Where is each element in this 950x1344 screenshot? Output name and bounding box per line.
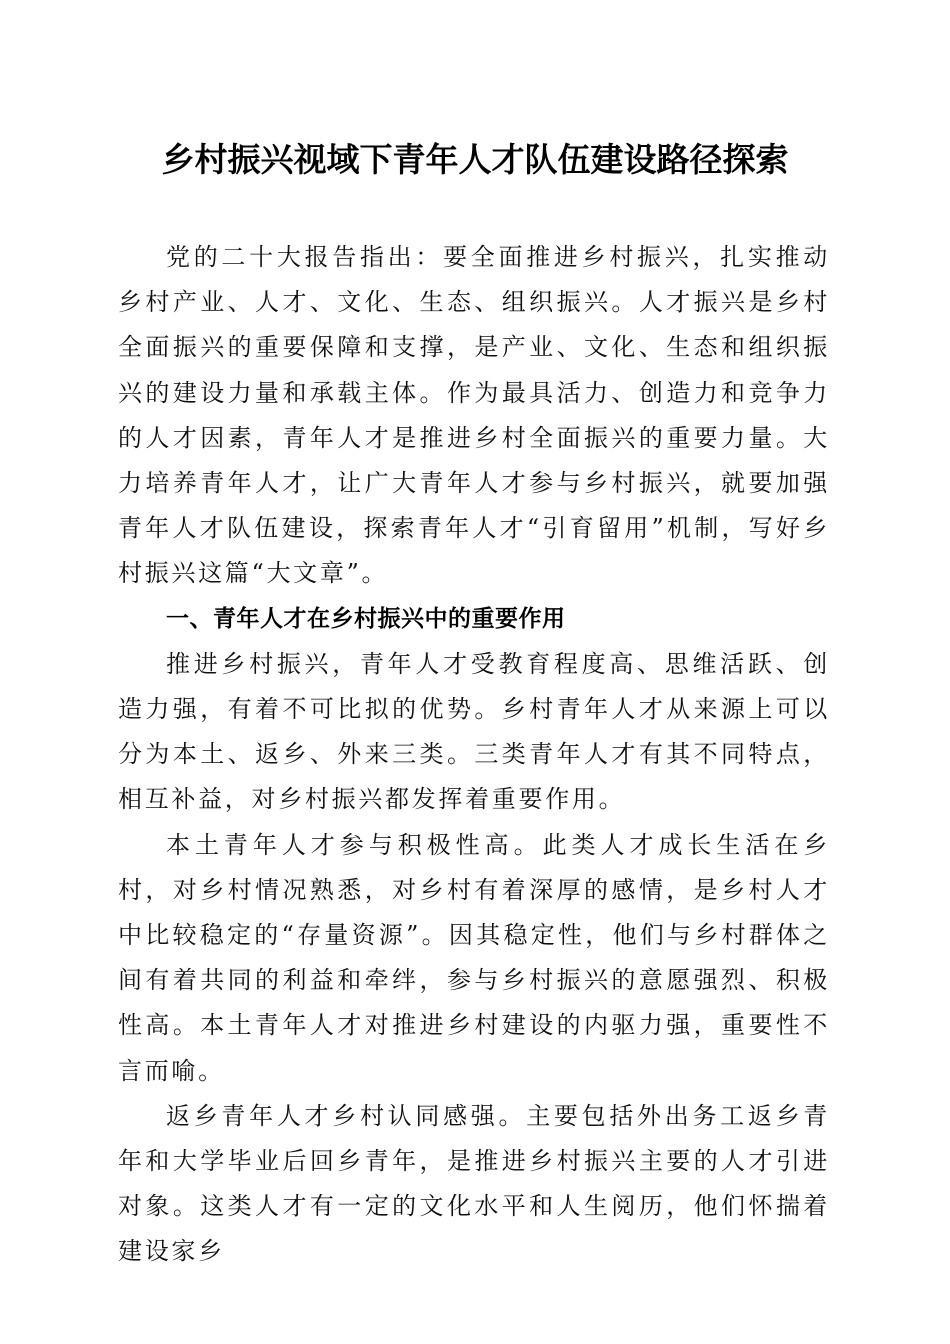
document-body bbox=[118, 235, 830, 1275]
section-paragraph: 返乡青年人才乡村认同感强。主要包括外出务工返乡青年和大学毕业后回乡青年，是推进乡村振兴主要的人才引进对象。这类人才有一定的文化水平和人生阅历，他们怀揣着建设家乡 bbox=[118, 1101, 830, 1266]
document-title: 乡村振兴视域下青年人才队伍建设路径探索 bbox=[161, 140, 789, 179]
section-heading: 一、青年人才在乡村振兴中的重要作用 bbox=[166, 605, 566, 632]
intro-paragraph: 党的二十大报告指出：要全面推进乡村振兴，扎实推动乡村产业、人才、文化、生态、组织振兴。人才振兴是乡村全面振兴的重要保障和支撑，是产业、文化、生态和组织振兴的建设力量和承载主体。作为最具活力、创造力和竞争力的人才因素，青年人才是推进乡村全面振兴的重要力量。大力培养青年人才，让广大青年人才参与乡村振兴，就要加强青年人才队伍建设，探索青年人才“引育留用”机制，写好乡村振兴这篇“大文章”。 bbox=[118, 243, 830, 588]
section-paragraph: 推进乡村振兴，青年人才受教育程度高、思维活跃、创造力强，有着不可比拟的优势。乡村青年人才从来源上可以分为本土、返乡、外来三类。三类青年人才有其不同特点，相互补益，对乡村振兴都发挥着重要作用。 bbox=[118, 649, 830, 814]
section-paragraph: 本土青年人才参与积极性高。此类人才成长生活在乡村，对乡村情况熟悉，对乡村有着深厚的感情，是乡村人才中比较稳定的“存量资源”。因其稳定性，他们与乡村群体之间有着共同的利益和牵绊，参与乡村振兴的意愿强烈、积极性高。本土青年人才对推进乡村建设的内驱力强，重要性不言而喻。 bbox=[118, 830, 830, 1085]
